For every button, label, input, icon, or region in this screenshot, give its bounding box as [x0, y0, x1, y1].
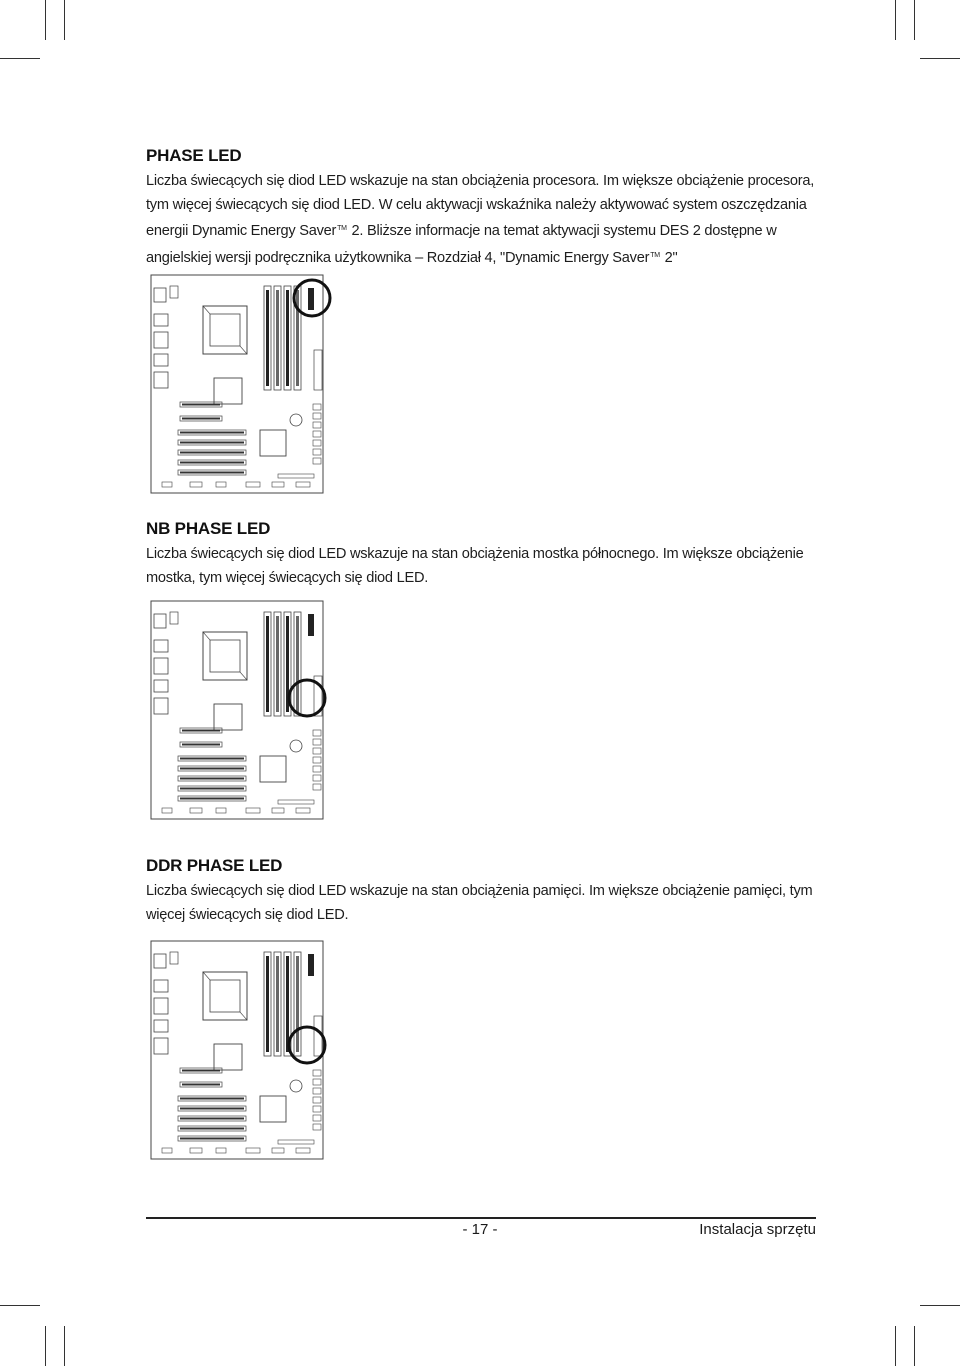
- header: [216, 482, 226, 487]
- phase-led-strip: [308, 614, 314, 636]
- sata-port: [313, 440, 321, 446]
- sata-port: [313, 1088, 321, 1094]
- south-bridge: [260, 1096, 286, 1122]
- io-port: [154, 698, 168, 714]
- io-port: [154, 288, 166, 302]
- north-bridge: [214, 1044, 242, 1070]
- sata-port: [313, 404, 321, 410]
- dimm-slot-fill: [296, 616, 299, 712]
- header: [216, 1148, 226, 1153]
- dimm-slot-fill: [266, 956, 269, 1052]
- atx-12v-connector: [170, 952, 178, 964]
- io-port: [154, 332, 168, 348]
- phase-led-strip: [308, 954, 314, 976]
- sata-port: [313, 748, 321, 754]
- pci-slot-fill: [180, 798, 244, 800]
- io-port: [154, 980, 168, 992]
- footer-rule: [146, 1217, 816, 1219]
- south-bridge: [260, 430, 286, 456]
- motherboard-diagram: [148, 600, 338, 822]
- south-bridge: [260, 756, 286, 782]
- header: [162, 1148, 172, 1153]
- chapter-title: Instalacja sprzętu: [699, 1221, 816, 1238]
- header: [278, 1140, 314, 1144]
- pci-slot-fill: [180, 758, 244, 760]
- section-text: Liczba świecących się diod LED wskazuje na stan obciążenia mostka północnego. Im większe obciążenie mostka, tym więcej świecących się diod LED.: [146, 546, 804, 586]
- section-phase-led: [146, 146, 816, 270]
- cmos-battery: [290, 1080, 302, 1092]
- cmos-battery: [290, 414, 302, 426]
- dimm-slot-fill: [276, 956, 279, 1052]
- section-title: NB PHASE LED: [146, 519, 271, 538]
- section-nb-phase-led: [146, 519, 816, 590]
- section-title: DDR PHASE LED: [146, 856, 283, 875]
- sata-port: [313, 739, 321, 745]
- pci-slot-fill: [180, 472, 244, 474]
- header: [278, 800, 314, 804]
- north-bridge: [214, 704, 242, 730]
- sata-port: [313, 422, 321, 428]
- io-port: [154, 680, 168, 692]
- section-ddr-phase-led: [146, 856, 816, 927]
- io-port: [154, 998, 168, 1014]
- cpu-socket-inner: [210, 980, 240, 1012]
- io-port: [154, 314, 168, 326]
- pci-slot-fill: [182, 404, 220, 406]
- header: [216, 808, 226, 813]
- sata-port: [313, 458, 321, 464]
- socket-lever: [240, 1012, 247, 1020]
- atx-12v-connector: [170, 286, 178, 298]
- header: [272, 1148, 284, 1153]
- dimm-slot-fill: [296, 956, 299, 1052]
- motherboard-diagram: [148, 940, 338, 1162]
- sata-port: [313, 757, 321, 763]
- pci-slot-fill: [180, 1118, 244, 1120]
- sata-port: [313, 1106, 321, 1112]
- phase-led-strip: [308, 288, 314, 310]
- header: [246, 808, 260, 813]
- section-title: PHASE LED: [146, 146, 242, 165]
- pci-slot-fill: [180, 1108, 244, 1110]
- atx-power-connector: [314, 350, 322, 390]
- pci-slot-fill: [180, 1138, 244, 1140]
- socket-lever: [203, 632, 210, 640]
- pci-slot-fill: [180, 462, 244, 464]
- socket-lever: [203, 972, 210, 980]
- pci-slot-fill: [182, 730, 220, 732]
- dimm-slot-fill: [266, 616, 269, 712]
- dimm-slot-fill: [276, 616, 279, 712]
- dimm-slot-fill: [286, 290, 289, 386]
- dimm-slot-fill: [286, 956, 289, 1052]
- sata-port: [313, 431, 321, 437]
- sata-port: [313, 730, 321, 736]
- section-text: Liczba świecących się diod LED wskazuje na stan obciążenia pamięci. Im większe obciążenie pamięci, tym więcej świecących się diod LED.: [146, 883, 813, 923]
- io-port: [154, 640, 168, 652]
- cpu-socket-inner: [210, 640, 240, 672]
- header: [246, 1148, 260, 1153]
- pci-slot-fill: [182, 744, 220, 746]
- motherboard-diagram: [148, 274, 338, 496]
- io-port: [154, 1020, 168, 1032]
- io-port: [154, 354, 168, 366]
- io-port: [154, 1038, 168, 1054]
- cpu-socket-inner: [210, 314, 240, 346]
- pci-slot-fill: [182, 418, 220, 420]
- pci-slot-fill: [180, 778, 244, 780]
- section-text: Liczba świecących się diod LED wskazuje na stan obciążenia procesora. Im większe obciążenie procesora, tym więcej świecących się diod LED. W celu aktywacji wskaźnika należy aktywować system oszczędzania energii Dynamic Energy Saver™ 2. Bliższe informacje na temat aktywacji systemu DES 2 dostępne w angielskiej wersji podręcznika użytkownika – Rozdział 4, "Dynamic Energy Saver™ 2": [146, 173, 815, 266]
- io-port: [154, 372, 168, 388]
- sata-port: [313, 1070, 321, 1076]
- sata-port: [313, 766, 321, 772]
- header: [246, 482, 260, 487]
- header: [296, 808, 310, 813]
- pci-slot-fill: [180, 788, 244, 790]
- io-port: [154, 658, 168, 674]
- header: [278, 474, 314, 478]
- socket-lever: [240, 346, 247, 354]
- pci-slot-fill: [180, 1128, 244, 1130]
- header: [296, 482, 310, 487]
- header: [190, 808, 202, 813]
- header: [162, 482, 172, 487]
- pci-slot-fill: [180, 442, 244, 444]
- io-port: [154, 954, 166, 968]
- io-port: [154, 614, 166, 628]
- atx-12v-connector: [170, 612, 178, 624]
- header: [296, 1148, 310, 1153]
- pci-slot-fill: [180, 768, 244, 770]
- sata-port: [313, 449, 321, 455]
- header: [190, 1148, 202, 1153]
- sata-port: [313, 1115, 321, 1121]
- sata-port: [313, 775, 321, 781]
- dimm-slot-fill: [276, 290, 279, 386]
- pci-slot-fill: [180, 452, 244, 454]
- sata-port: [313, 413, 321, 419]
- sata-port: [313, 1097, 321, 1103]
- north-bridge: [214, 378, 242, 404]
- pci-slot-fill: [180, 1098, 244, 1100]
- sata-port: [313, 1124, 321, 1130]
- page-number: - 17 -: [462, 1221, 498, 1238]
- header: [162, 808, 172, 813]
- dimm-slot-fill: [266, 290, 269, 386]
- socket-lever: [203, 306, 210, 314]
- pci-slot-fill: [182, 1070, 220, 1072]
- header: [272, 808, 284, 813]
- sata-port: [313, 1079, 321, 1085]
- header: [190, 482, 202, 487]
- socket-lever: [240, 672, 247, 680]
- pci-slot-fill: [182, 1084, 220, 1086]
- atx-power-connector: [314, 1016, 322, 1056]
- pci-slot-fill: [180, 432, 244, 434]
- header: [272, 482, 284, 487]
- cmos-battery: [290, 740, 302, 752]
- sata-port: [313, 784, 321, 790]
